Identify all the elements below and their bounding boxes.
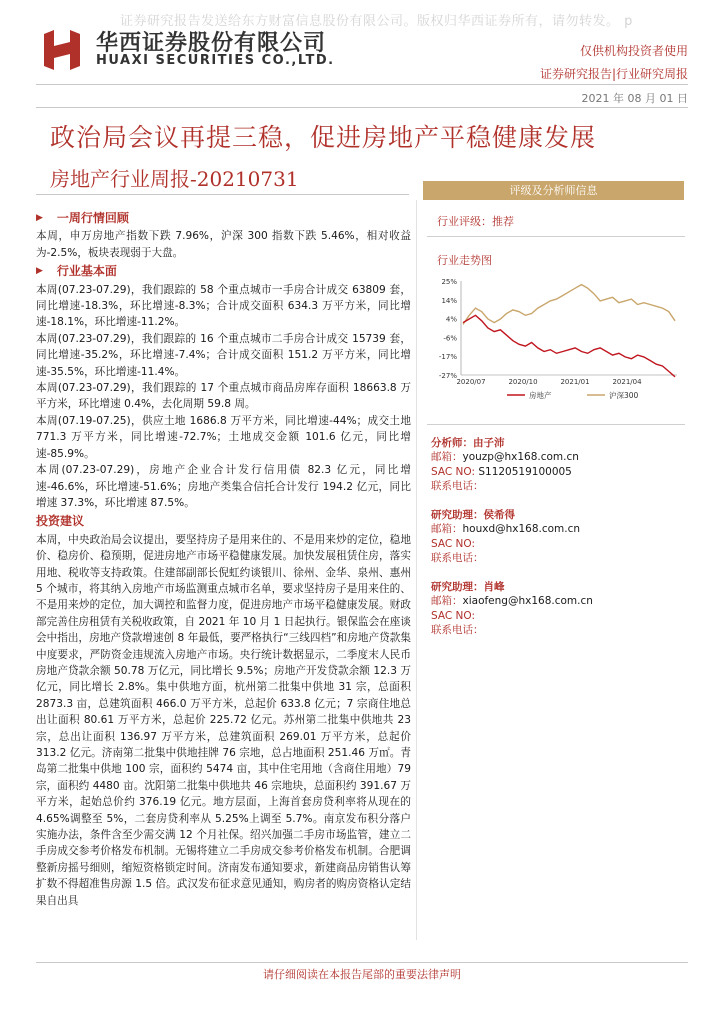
heading-text: 一周行情回顾 xyxy=(56,211,129,225)
analyst-role: 分析师：由子沛 xyxy=(431,437,505,449)
legend-label: 房地产 xyxy=(529,391,552,400)
huaxi-logo-icon xyxy=(42,28,82,72)
footer-divider xyxy=(36,962,688,963)
section-heading-fundamentals xyxy=(36,263,411,279)
series-line-real-estate xyxy=(463,315,675,377)
y-tick-label: 4% xyxy=(445,315,457,324)
section-heading-investment xyxy=(36,513,411,529)
fundamentals-paragraph: 本周(07.23-07.29)，我们跟踪的 58 个重点城市一手房合计成交 63809 套，同比增速-18.3%，环比增速-8.3%；合计成交面积 634.3 万平方米，同比增速-18.1%，环比增速-11.2%。 xyxy=(36,283,411,329)
email-label: 邮箱： xyxy=(431,595,463,608)
fundamentals-paragraph: 本周(07.19-07.25)，供应土地 1686.8 万平方米，同比增速-44%；成交土地 771.3 万平方米，同比增速-72.7%；土地成交金额 101.6 亿元，同比增速-85.9%。 xyxy=(36,414,411,460)
x-tick-label: 2021/04 xyxy=(612,378,642,386)
header-divider xyxy=(36,84,688,85)
subtitle-divider xyxy=(36,194,409,195)
analyst-sac-row xyxy=(431,537,681,551)
sac-label: SAC NO: xyxy=(431,537,475,550)
column-divider xyxy=(416,200,417,940)
bullet-triangle-icon: ▶ xyxy=(36,213,43,223)
legend-label: 沪深300 xyxy=(609,391,639,400)
rating-divider xyxy=(427,236,685,237)
main-content xyxy=(36,208,411,909)
analyst-role: 研究助理：侯希得 xyxy=(431,509,515,521)
heading-text: 投资建议 xyxy=(36,514,85,529)
fundamentals-paragraph: 本周(07.23-07.29)，房地产企业合计发行信用债 82.3 亿元，同比增速-46.6%，环比增速-51.6%；房地产类集合信托合计发行 194.2 亿元，同比增速 37.3%，环比增速 87.5%。 xyxy=(36,464,411,509)
company-name-cn: 华西证券股份有限公司 xyxy=(96,31,327,56)
sac-label: SAC NO: xyxy=(431,465,479,478)
weekly-review-text: 本周，申万房地产指数下跌 7.96%，沪深 300 指数下跌 5.46%，相对收益为-2.5%，板块表现弱于大盘。 xyxy=(36,230,411,259)
assistant-block xyxy=(431,508,681,565)
chart-divider xyxy=(427,424,685,425)
report-type: 证券研究报告|行业研究周报 xyxy=(539,67,688,81)
x-tick-label: 2020/07 xyxy=(456,378,486,386)
phone-label: 联系电话： xyxy=(431,551,484,564)
date-divider xyxy=(36,107,688,108)
analyst-email[interactable]: youzp@hx168.com.cn xyxy=(462,451,579,464)
email-label: 邮箱： xyxy=(431,523,463,536)
analyst-sac-row xyxy=(431,465,681,479)
trend-chart-label: 行业走势图 xyxy=(437,254,492,267)
series-line-csi300 xyxy=(463,285,675,325)
report-subtitle: 房地产行业周报-20210731 xyxy=(50,167,299,191)
rating-analyst-bar: 评级及分析师信息 xyxy=(423,181,684,200)
report-title: 政治局会议再提三稳，促进房地产平稳健康发展 xyxy=(50,123,597,152)
analyst-email-row xyxy=(431,450,681,464)
analyst-email[interactable]: houxd@hx168.com.cn xyxy=(462,523,581,536)
y-tick-label: 14% xyxy=(441,296,457,305)
report-date: 2021 年 08 月 01 日 xyxy=(581,92,688,105)
industry-rating: 行业评级：推荐 xyxy=(437,215,514,228)
bullet-triangle-icon: ▶ xyxy=(36,266,43,277)
fundamentals-paragraph: 本周(07.23-07.29)，我们跟踪的 16 个重点城市二手房合计成交 15739 套，同比增速-35.2%，环比增速-7.4%；合计成交面积 151.2 万平方米，同比增速-35.5%，环比增速-11.4%。 xyxy=(36,332,411,378)
company-name-en: HUAXI SECURITIES CO.,LTD. xyxy=(96,53,335,68)
y-tick-label: -6% xyxy=(443,334,457,343)
phone-label: 联系电话： xyxy=(431,623,484,636)
analyst-email-row xyxy=(431,522,681,536)
analyst-email[interactable]: xiaofeng@hx168.com.cn xyxy=(462,595,593,608)
sac-number: S1120519100005 xyxy=(478,465,572,478)
x-tick-label: 2021/01 xyxy=(560,378,590,386)
industry-trend-chart xyxy=(427,275,685,405)
y-tick-label: -17% xyxy=(438,353,457,362)
footer-legal-note: 请仔细阅读在本报告尾部的重要法律声明 xyxy=(263,968,461,981)
heading-text: 行业基本面 xyxy=(56,264,117,279)
fundamentals-paragraph: 本周(07.23-07.29)，我们跟踪的 17 个重点城市商品房库存面积 18663.8 万平方米，环比增速 0.4%，去化周期 59.8 周。 xyxy=(36,382,411,411)
audience-note: 仅供机构投资者使用 xyxy=(579,44,688,58)
section-heading-weekly-review xyxy=(36,210,411,226)
phone-label: 联系电话： xyxy=(431,479,484,492)
analyst-sac-row xyxy=(431,609,681,623)
y-tick-label: -27% xyxy=(438,372,457,380)
analyst-email-row xyxy=(431,594,681,608)
analyst-block xyxy=(431,436,681,493)
assistant-block xyxy=(431,580,681,637)
investment-text: 本周，中央政治局会议提出，要坚持房子是用来住的、不是用来炒的定位，稳地价、稳房价、稳预期，促进房地产市场平稳健康发展。加快发展租赁住房，落实用地、税收等支持政策。住建部副部长倪虹约谈银川、徐州、金华、泉州、惠州 5 个城市，将其纳入房地产市场监测重点城市名单，要求坚持房子是用来住的、不是用来炒的定位，加大调控和监督力度，促进房地产市场平稳健康发展。财政部完善住房租赁有关税收政策，自 2021 年 10 月 1 日起执行。银保监会在座谈会中指出，房地产贷款增速创 8 年最低，要严格执行“三线四档”和房地产贷款集中度要求，严防资金违规流入房地产市场。央行统计数据显示，二季度末人民币房地产贷款余额 50.78 万亿元，同比增长 9.5%；房地产开发贷款余额 12.3 万亿元，同比增长 2.8%。集中供地方面，杭州第二批集中供地 31 宗，总面积 2873.3 亩，总建筑面积 466.0 万平方米，总起价 633.8 亿元；7 宗商住地总出让面积 80.61 万平方米，总起价 225.72 亿元。苏州第二批集中供地共 23 宗，总出让面积 136.97 万平方米，总建筑面积 269.01 万平方米，总起价 313.2 亿元。济南第二批集中供地挂牌 76 宗地，总占地面积 251.46 万㎡。青岛第二批集中供地 100 宗，面积约 5474 亩，其中住宅用地（含商住用地）79 宗，面积约 4480 亩。沈阳第二批集中供地共 46 宗地块，总面积约 391.67 万平方米，起始总价约 376.19 亿元。地方层面，上海首套房贷利率将从现在的 4.65%调整至 5%，二套房贷利率从 5.25%上调至 5.7%。南京发布积分落户实施办法，条件含至少需交满 12 个月社保。绍兴加强二手房市场监管，建立二手房成交参考价格发布机制。无锡将建立二手房成交参考价格发布机制。合肥调整新房摇号细则，缩短资格锁定时间。济南发布通知要求，新建商品房销售认筹扩数不得超准售房源 1.5 倍。武汉发布征求意见通知，购房者的购房资格认定结果自出具 xyxy=(36,533,411,907)
watermark: 证券研究报告发送给东方财富信息股份有限公司。版权归华西证券所有，请勿转发。 p xyxy=(120,14,633,29)
y-tick-label: 25% xyxy=(441,278,457,286)
sac-label: SAC NO: xyxy=(431,609,475,622)
x-tick-label: 2020/10 xyxy=(508,378,538,386)
analyst-role: 研究助理：肖峰 xyxy=(431,581,505,593)
email-label: 邮箱： xyxy=(431,451,463,464)
